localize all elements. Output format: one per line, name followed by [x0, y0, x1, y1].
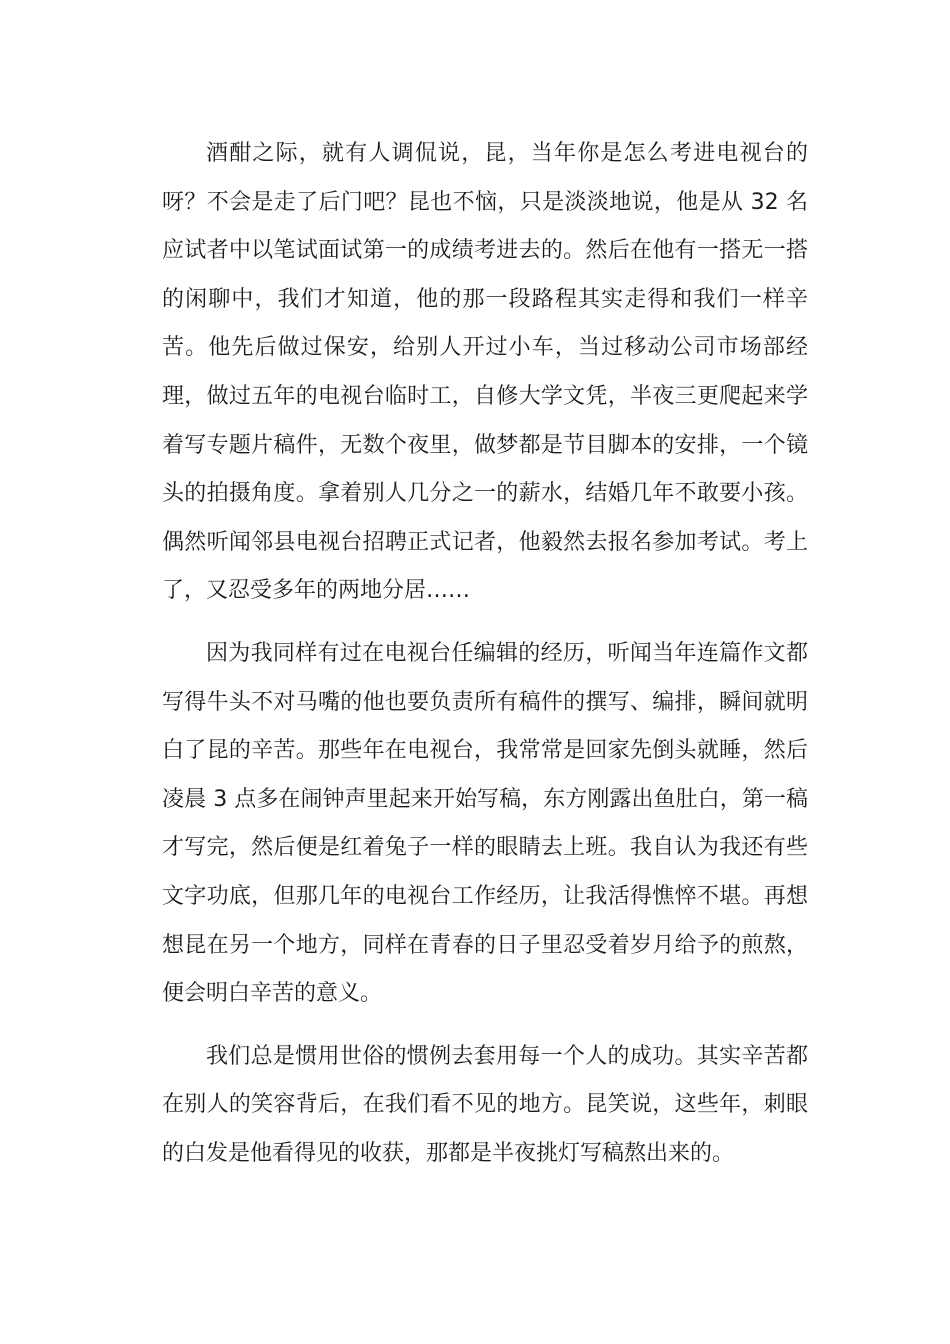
paragraph-1: 酒酣之际，就有人调侃说，昆，当年你是怎么考进电视台的呀？不会是走了后门吧？昆也不恼，只是淡淡地说，他是从 32 名应试者中以笔试面试第一的成绩考进去的。然后在他有一搭无一搭的闲聊中，我们才知道，他的那一段路程其实走得和我们一样辛苦。他先后做过保安，给别人开过小车，当过移动公司市场部经理，做过五年的电视台临时工，自修大学文凭，半夜三更爬起来学着写专题片稿件，无数个夜里，做梦都是节目脚本的安排，一个镜头的拍摄角度。拿着别人几分之一的薪水，结婚几年不敢要小孩。偶然听闻邻县电视台招聘正式记者，他毅然去报名参加考试。考上了，又忍受多年的两地分居…… — [162, 141, 808, 604]
paragraph-2: 因为我同样有过在电视台任编辑的经历，听闻当年连篇作文都写得牛头不对马嘴的他也要负责所有稿件的撰写、编排，瞬间就明白了昆的辛苦。那些年在电视台，我常常是回家先倒头就睡，然后凌晨 3 点多在闹钟声里起来开始写稿，东方刚露出鱼肚白，第一稿才写完，然后便是红着兔子一样的眼睛去上班。我自认为我还有些文字功底，但那几年的电视台工作经历，让我活得憔悴不堪。再想想昆在另一个地方，同样在青春的日子里忍受着岁月给予的煎熬，便会明白辛苦的意义。 — [162, 640, 808, 1007]
document-body — [162, 130, 808, 1178]
paragraph-3: 我们总是惯用世俗的惯例去套用每一个人的成功。其实辛苦都在别人的笑容背后，在我们看不见的地方。昆笑说，这些年，刺眼的白发是他看得见的收获，那都是半夜挑灯写稿熬出来的。 — [162, 1043, 808, 1166]
